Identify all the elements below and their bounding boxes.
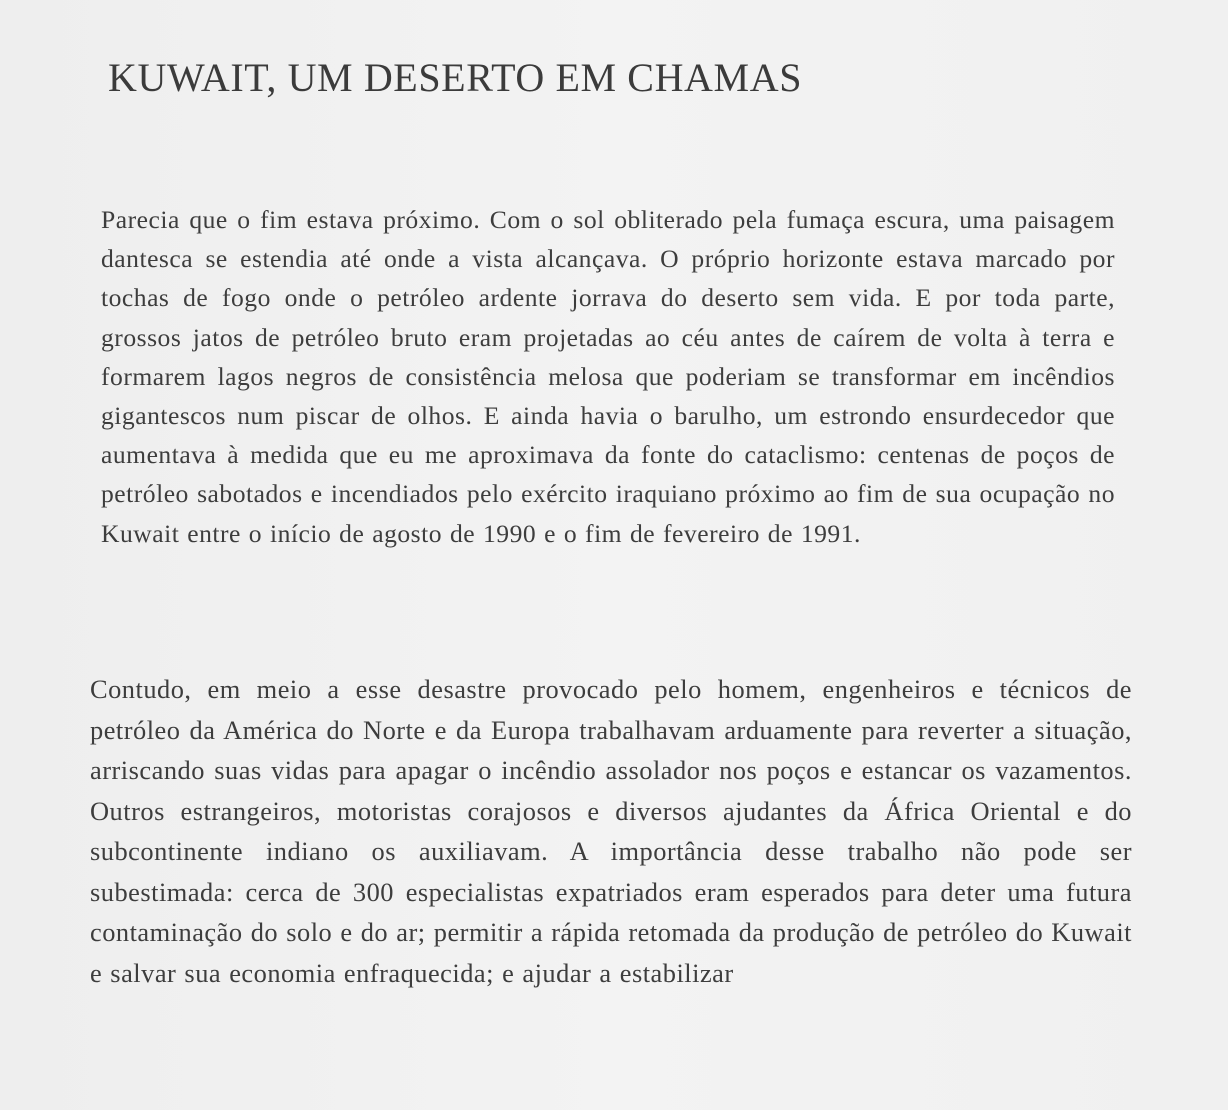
page-title: KUWAIT, UM DESERTO EM CHAMAS: [108, 55, 803, 100]
paragraph-2: Contudo, em meio a esse desastre provocado pelo homem, engenheiros e técnicos de petróleo da América do Norte e da Europa trabalhavam arduamente para reverter a situação, arriscando suas vidas para apagar o incêndio assolador nos poços e estancar os vazamentos. Outros estrangeiros, motoristas corajosos e diversos ajudantes da África Oriental e do subcontinente indiano os auxiliavam. A importância desse trabalho não pode ser subestimada: cerca de 300 especialistas expatriados eram esperados para deter uma futura contaminação do solo e do ar; permitir a rápida retomada da produção de petróleo do Kuwait e salvar sua economia enfraquecida; e ajudar a estabilizar: [90, 674, 1132, 988]
paragraph-1: Parecia que o fim estava próximo. Com o sol obliterado pela fumaça escura, uma paisagem dantesca se estendia até onde a vista alcançava. O próprio horizonte estava marcado por tochas de fogo onde o petróleo ardente jorrava do deserto sem vida. E por toda parte, grossos jatos de petróleo bruto eram projetadas ao céu antes de caírem de volta à terra e formarem lagos negros de consistência melosa que poderiam se transformar em incêndios gigantescos num piscar de olhos. E ainda havia o barulho, um estrondo ensurdecedor que aumentava à medida que eu me aproximava da fonte do cataclismo: centenas de poços de petróleo sabotados e incendiados pelo exército iraquiano próximo ao fim de sua ocupação no Kuwait entre o início de agosto de 1990 e o fim de fevereiro de 1991.: [101, 205, 1115, 548]
